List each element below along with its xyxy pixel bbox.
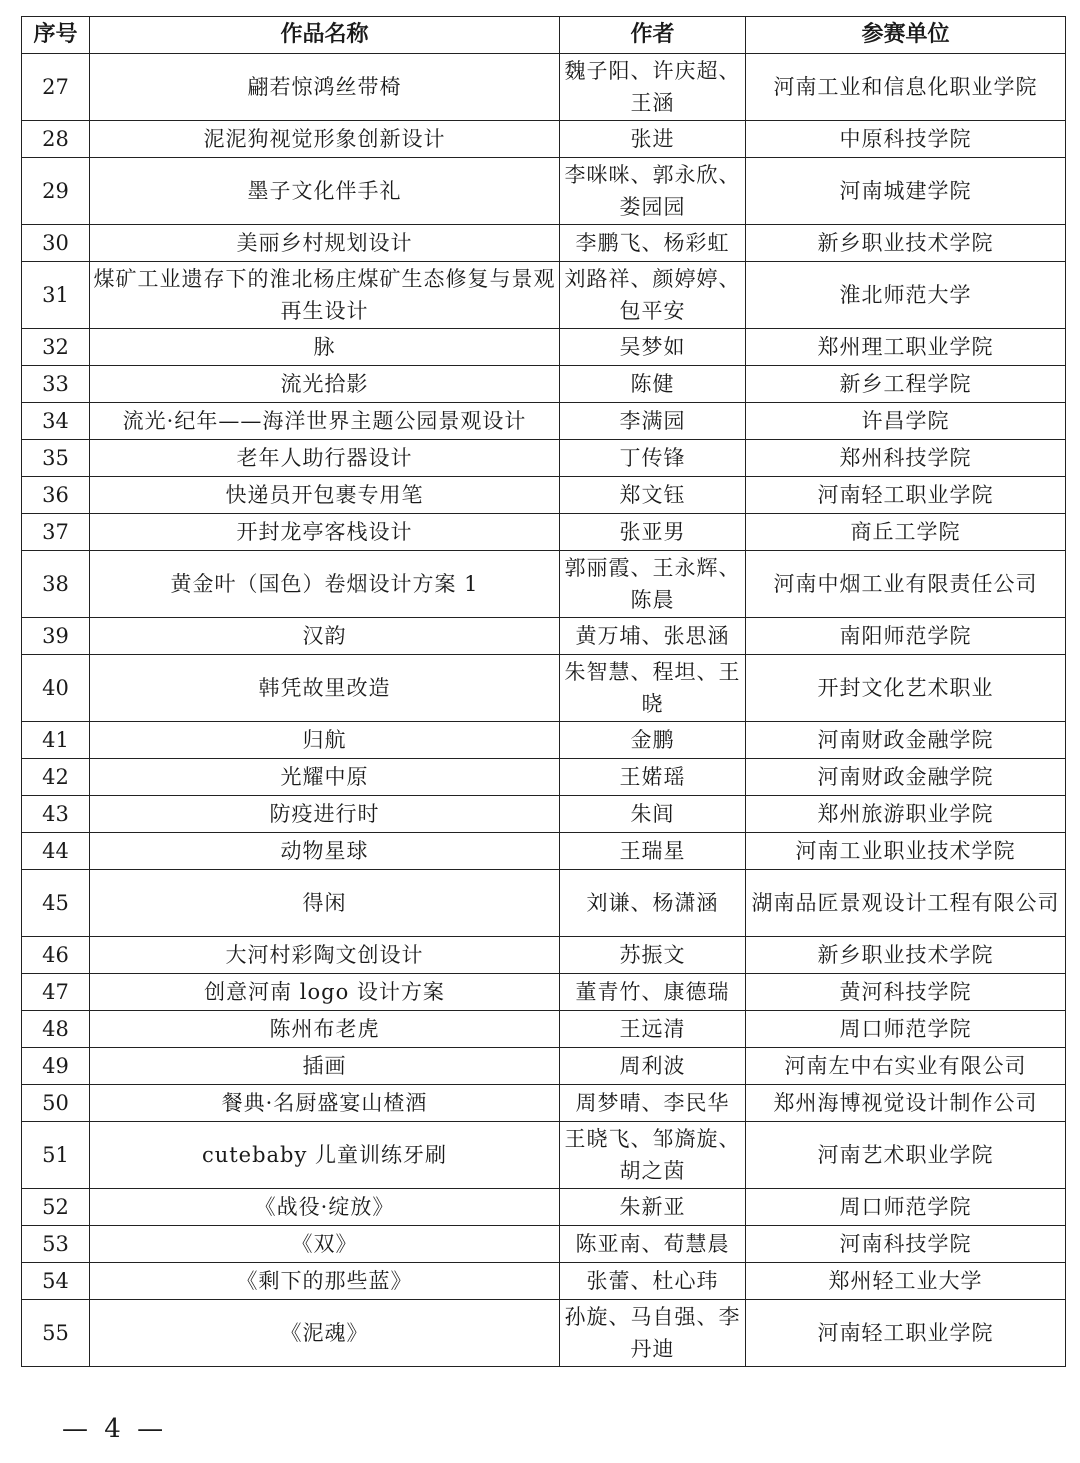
table-row <box>22 262 1066 329</box>
cell-author: 周利波 <box>560 1048 746 1085</box>
cell-title: 韩凭故里改造 <box>90 655 560 722</box>
table-row <box>22 366 1066 403</box>
table-row <box>22 514 1066 551</box>
cell-title: 汉韵 <box>90 618 560 655</box>
cell-author: 魏子阳、许庆超、王涵 <box>560 54 746 121</box>
table-row <box>22 618 1066 655</box>
cell-serial: 46 <box>22 937 90 974</box>
cell-author: 张亚男 <box>560 514 746 551</box>
cell-author: 刘路祥、颜婷婷、包平安 <box>560 262 746 329</box>
table-row <box>22 158 1066 225</box>
cell-author: 李鹏飞、杨彩虹 <box>560 225 746 262</box>
cell-title: 动物星球 <box>90 833 560 870</box>
cell-organization: 河南财政金融学院 <box>746 722 1066 759</box>
cell-organization: 河南工业和信息化职业学院 <box>746 54 1066 121</box>
cell-serial: 39 <box>22 618 90 655</box>
awards-table <box>21 16 1066 1367</box>
cell-author: 王婼瑶 <box>560 759 746 796</box>
cell-serial: 44 <box>22 833 90 870</box>
cell-title: 美丽乡村规划设计 <box>90 225 560 262</box>
cell-author: 郭丽霞、王永辉、陈晨 <box>560 551 746 618</box>
cell-organization: 河南科技学院 <box>746 1226 1066 1263</box>
table-row <box>22 1048 1066 1085</box>
cell-author: 张蕾、杜心玮 <box>560 1263 746 1300</box>
cell-organization: 河南艺术职业学院 <box>746 1122 1066 1189</box>
cell-title: 快递员开包裹专用笔 <box>90 477 560 514</box>
table-row <box>22 1085 1066 1122</box>
cell-organization: 郑州轻工业大学 <box>746 1263 1066 1300</box>
cell-title: 开封龙亭客栈设计 <box>90 514 560 551</box>
cell-organization: 郑州旅游职业学院 <box>746 796 1066 833</box>
table-row <box>22 796 1066 833</box>
cell-author: 吴梦如 <box>560 329 746 366</box>
cell-organization: 周口师范学院 <box>746 1011 1066 1048</box>
cell-title: 泥泥狗视觉形象创新设计 <box>90 121 560 158</box>
cell-serial: 55 <box>22 1300 90 1367</box>
table-row <box>22 225 1066 262</box>
cell-serial: 51 <box>22 1122 90 1189</box>
cell-serial: 42 <box>22 759 90 796</box>
table-row <box>22 54 1066 121</box>
cell-title: 归航 <box>90 722 560 759</box>
table-row <box>22 1300 1066 1367</box>
cell-author: 李满园 <box>560 403 746 440</box>
cell-serial: 45 <box>22 870 90 937</box>
cell-organization: 湖南品匠景观设计工程有限公司 <box>746 870 1066 937</box>
cell-author: 周梦晴、李民华 <box>560 1085 746 1122</box>
cell-organization: 郑州海博视觉设计制作公司 <box>746 1085 1066 1122</box>
table-row <box>22 1226 1066 1263</box>
table-row <box>22 655 1066 722</box>
cell-organization: 周口师范学院 <box>746 1189 1066 1226</box>
cell-title: 脉 <box>90 329 560 366</box>
cell-organization: 河南左中右实业有限公司 <box>746 1048 1066 1085</box>
table-row <box>22 551 1066 618</box>
cell-title: 流光·纪年——海洋世界主题公园景观设计 <box>90 403 560 440</box>
cell-title: 墨子文化伴手礼 <box>90 158 560 225</box>
table-row <box>22 329 1066 366</box>
cell-serial: 31 <box>22 262 90 329</box>
cell-title: 翩若惊鸿丝带椅 <box>90 54 560 121</box>
table-row <box>22 403 1066 440</box>
cell-serial: 36 <box>22 477 90 514</box>
cell-title: 《泥魂》 <box>90 1300 560 1367</box>
cell-organization: 淮北师范大学 <box>746 262 1066 329</box>
cell-title: 《剩下的那些蓝》 <box>90 1263 560 1300</box>
cell-organization: 河南轻工职业学院 <box>746 1300 1066 1367</box>
cell-organization: 河南中烟工业有限责任公司 <box>746 551 1066 618</box>
table-row <box>22 974 1066 1011</box>
cell-title: 老年人助行器设计 <box>90 440 560 477</box>
cell-title: cutebaby 儿童训练牙刷 <box>90 1122 560 1189</box>
cell-serial: 33 <box>22 366 90 403</box>
cell-serial: 34 <box>22 403 90 440</box>
cell-serial: 52 <box>22 1189 90 1226</box>
cell-author: 刘谦、杨潇涵 <box>560 870 746 937</box>
cell-organization: 河南轻工职业学院 <box>746 477 1066 514</box>
cell-serial: 47 <box>22 974 90 1011</box>
cell-title: 防疫进行时 <box>90 796 560 833</box>
cell-organization: 郑州科技学院 <box>746 440 1066 477</box>
cell-author: 王远清 <box>560 1011 746 1048</box>
cell-organization: 商丘工学院 <box>746 514 1066 551</box>
table-row <box>22 121 1066 158</box>
table-row <box>22 833 1066 870</box>
cell-title: 大河村彩陶文创设计 <box>90 937 560 974</box>
cell-organization: 许昌学院 <box>746 403 1066 440</box>
cell-serial: 28 <box>22 121 90 158</box>
table-row <box>22 1011 1066 1048</box>
cell-serial: 50 <box>22 1085 90 1122</box>
cell-serial: 43 <box>22 796 90 833</box>
cell-author: 丁传锋 <box>560 440 746 477</box>
cell-serial: 49 <box>22 1048 90 1085</box>
cell-author: 黄万埔、张思涵 <box>560 618 746 655</box>
cell-serial: 41 <box>22 722 90 759</box>
table-row <box>22 870 1066 937</box>
cell-organization: 河南城建学院 <box>746 158 1066 225</box>
cell-author: 郑文钰 <box>560 477 746 514</box>
cell-author: 朱新亚 <box>560 1189 746 1226</box>
cell-title: 黄金叶（国色）卷烟设计方案 1 <box>90 551 560 618</box>
table-row <box>22 1189 1066 1226</box>
table-row <box>22 1122 1066 1189</box>
cell-author: 张进 <box>560 121 746 158</box>
header-author: 作者 <box>560 17 746 54</box>
cell-title: 煤矿工业遗存下的淮北杨庄煤矿生态修复与景观再生设计 <box>90 262 560 329</box>
cell-serial: 38 <box>22 551 90 618</box>
header-organization: 参赛单位 <box>746 17 1066 54</box>
table-row <box>22 477 1066 514</box>
header-title: 作品名称 <box>90 17 560 54</box>
cell-title: 《双》 <box>90 1226 560 1263</box>
table-row <box>22 937 1066 974</box>
cell-title: 得闲 <box>90 870 560 937</box>
cell-organization: 南阳师范学院 <box>746 618 1066 655</box>
header-serial: 序号 <box>22 17 90 54</box>
cell-organization: 新乡职业技术学院 <box>746 225 1066 262</box>
table-row <box>22 759 1066 796</box>
table-body <box>22 54 1066 1367</box>
cell-title: 《战役·绽放》 <box>90 1189 560 1226</box>
cell-organization: 郑州理工职业学院 <box>746 329 1066 366</box>
page-number: — 4 — <box>62 1414 168 1444</box>
cell-serial: 54 <box>22 1263 90 1300</box>
cell-title: 创意河南 logo 设计方案 <box>90 974 560 1011</box>
cell-organization: 中原科技学院 <box>746 121 1066 158</box>
cell-author: 朱智慧、程坦、王晓 <box>560 655 746 722</box>
cell-author: 李咪咪、郭永欣、娄园园 <box>560 158 746 225</box>
table-row <box>22 440 1066 477</box>
cell-author: 金鹏 <box>560 722 746 759</box>
cell-serial: 53 <box>22 1226 90 1263</box>
cell-title: 光耀中原 <box>90 759 560 796</box>
cell-organization: 河南财政金融学院 <box>746 759 1066 796</box>
cell-serial: 27 <box>22 54 90 121</box>
cell-author: 朱闾 <box>560 796 746 833</box>
cell-author: 陈亚南、荀慧晨 <box>560 1226 746 1263</box>
cell-serial: 37 <box>22 514 90 551</box>
cell-organization: 开封文化艺术职业 <box>746 655 1066 722</box>
cell-organization: 新乡职业技术学院 <box>746 937 1066 974</box>
cell-serial: 29 <box>22 158 90 225</box>
cell-serial: 40 <box>22 655 90 722</box>
cell-title: 陈州布老虎 <box>90 1011 560 1048</box>
cell-organization: 黄河科技学院 <box>746 974 1066 1011</box>
cell-organization: 河南工业职业技术学院 <box>746 833 1066 870</box>
cell-serial: 32 <box>22 329 90 366</box>
cell-author: 陈健 <box>560 366 746 403</box>
cell-author: 王瑞星 <box>560 833 746 870</box>
cell-author: 苏振文 <box>560 937 746 974</box>
table-header-row <box>22 17 1066 54</box>
cell-title: 餐典·名厨盛宴山楂酒 <box>90 1085 560 1122</box>
cell-author: 王晓飞、邹旖旋、胡之茵 <box>560 1122 746 1189</box>
cell-serial: 35 <box>22 440 90 477</box>
table-row <box>22 1263 1066 1300</box>
cell-organization: 新乡工程学院 <box>746 366 1066 403</box>
cell-title: 插画 <box>90 1048 560 1085</box>
cell-author: 董青竹、康德瑞 <box>560 974 746 1011</box>
cell-title: 流光拾影 <box>90 366 560 403</box>
table-row <box>22 722 1066 759</box>
cell-serial: 30 <box>22 225 90 262</box>
cell-serial: 48 <box>22 1011 90 1048</box>
cell-author: 孙旋、马自强、李丹迪 <box>560 1300 746 1367</box>
